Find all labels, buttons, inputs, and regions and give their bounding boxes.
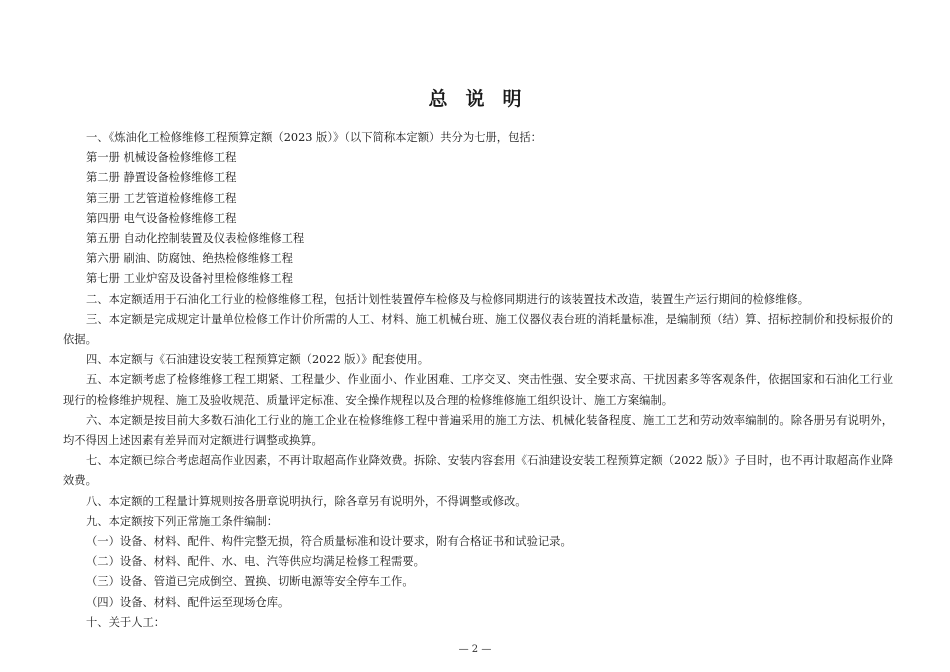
volume-1: 第一册 机械设备检修维修工程	[86, 151, 237, 165]
paragraph-5-basis: 五、本定额考虑了检修维修工程工期紧、工程量少、作业面小、作业困难、工序交叉、突击性强、安全要求高、干扰因素多等客观条件，依据国家和石油化工行业现行的检修维护规程、施工及验收规范、质量评定标准、安全操作规程以及合理的检修维修施工组织设计、施工方案编制。	[63, 373, 893, 407]
volume-6: 第六册 刷油、防腐蚀、绝热检修维修工程	[86, 252, 293, 266]
condition-4: （四）设备、材料、配件运至现场仓库。	[86, 595, 290, 609]
paragraph-10-labor: 十、关于人工：	[86, 615, 166, 629]
volume-2: 第二册 静置设备检修维修工程	[86, 171, 237, 185]
condition-1: （一）设备、材料、配件、构件完整无损，符合质量标准和设计要求，附有合格证书和试验记录。	[86, 535, 572, 549]
volume-5: 第五册 自动化控制装置及仪表检修维修工程	[86, 232, 305, 246]
paragraph-7-height: 七、本定额已综合考虑超高作业因素，不再计取超高作业降效费。拆除、安装内容套用《石油建设安装工程预算定额（2022 版）》子目时，也不再计取超高作业降效费。	[63, 454, 893, 488]
volume-4: 第四册 电气设备检修维修工程	[86, 211, 237, 225]
paragraph-4-companion: 四、本定额与《石油建设安装工程预算定额（2022 版）》配套使用。	[86, 353, 430, 367]
title-char: 总	[428, 88, 448, 110]
paragraph-9-conditions: 九、本定额按下列正常施工条件编制：	[86, 514, 279, 528]
title-char: 明	[502, 88, 522, 110]
condition-2: （二）设备、材料、配件、水、电、汽等供应均满足检修工程需要。	[86, 555, 425, 569]
paragraph-2-scope: 二、本定额适用于石油化工行业的检修维修工程，包括计划性装置停车检修及与检修同期进行的该装置技术改造，装置生产运行期间的检修维修。	[86, 292, 810, 306]
page-title	[0, 84, 950, 111]
volume-7: 第七册 工业炉窑及设备衬里检修维修工程	[86, 272, 293, 286]
paragraph-6-methods: 六、本定额是按目前大多数石油化工行业的施工企业在检修维修工程中普遍采用的施工方法、机械化装备程度、施工工艺和劳动效率编制的。除各册另有说明外，均不得因上述因素有差异而对定额进行调整或换算。	[63, 413, 893, 448]
paragraph-3-purpose: 三、本定额是完成规定计量单位检修工作计价所需的人工、材料、施工机械台班、施工仪器仪表台班的消耗量标准，是编制预（结）算、招标控制价和投标报价的依据。	[63, 312, 893, 347]
title-char: 说	[465, 88, 485, 110]
page-number: — 2 —	[458, 644, 492, 655]
volume-3: 第三册 工艺管道检修维修工程	[86, 191, 237, 205]
paragraph-8-quantity: 八、本定额的工程量计算规则按各册章说明执行，除各章另有说明外，不得调整或修改。	[86, 494, 527, 508]
condition-3: （三）设备、管道已完成倒空、置换、切断电源等安全停车工作。	[86, 575, 414, 589]
paragraph-1-intro: 一、《炼油化工检修维修工程预算定额（2023 版）》（以下简称本定额）共分为七册，包括：	[86, 131, 542, 144]
document-body	[63, 128, 893, 633]
